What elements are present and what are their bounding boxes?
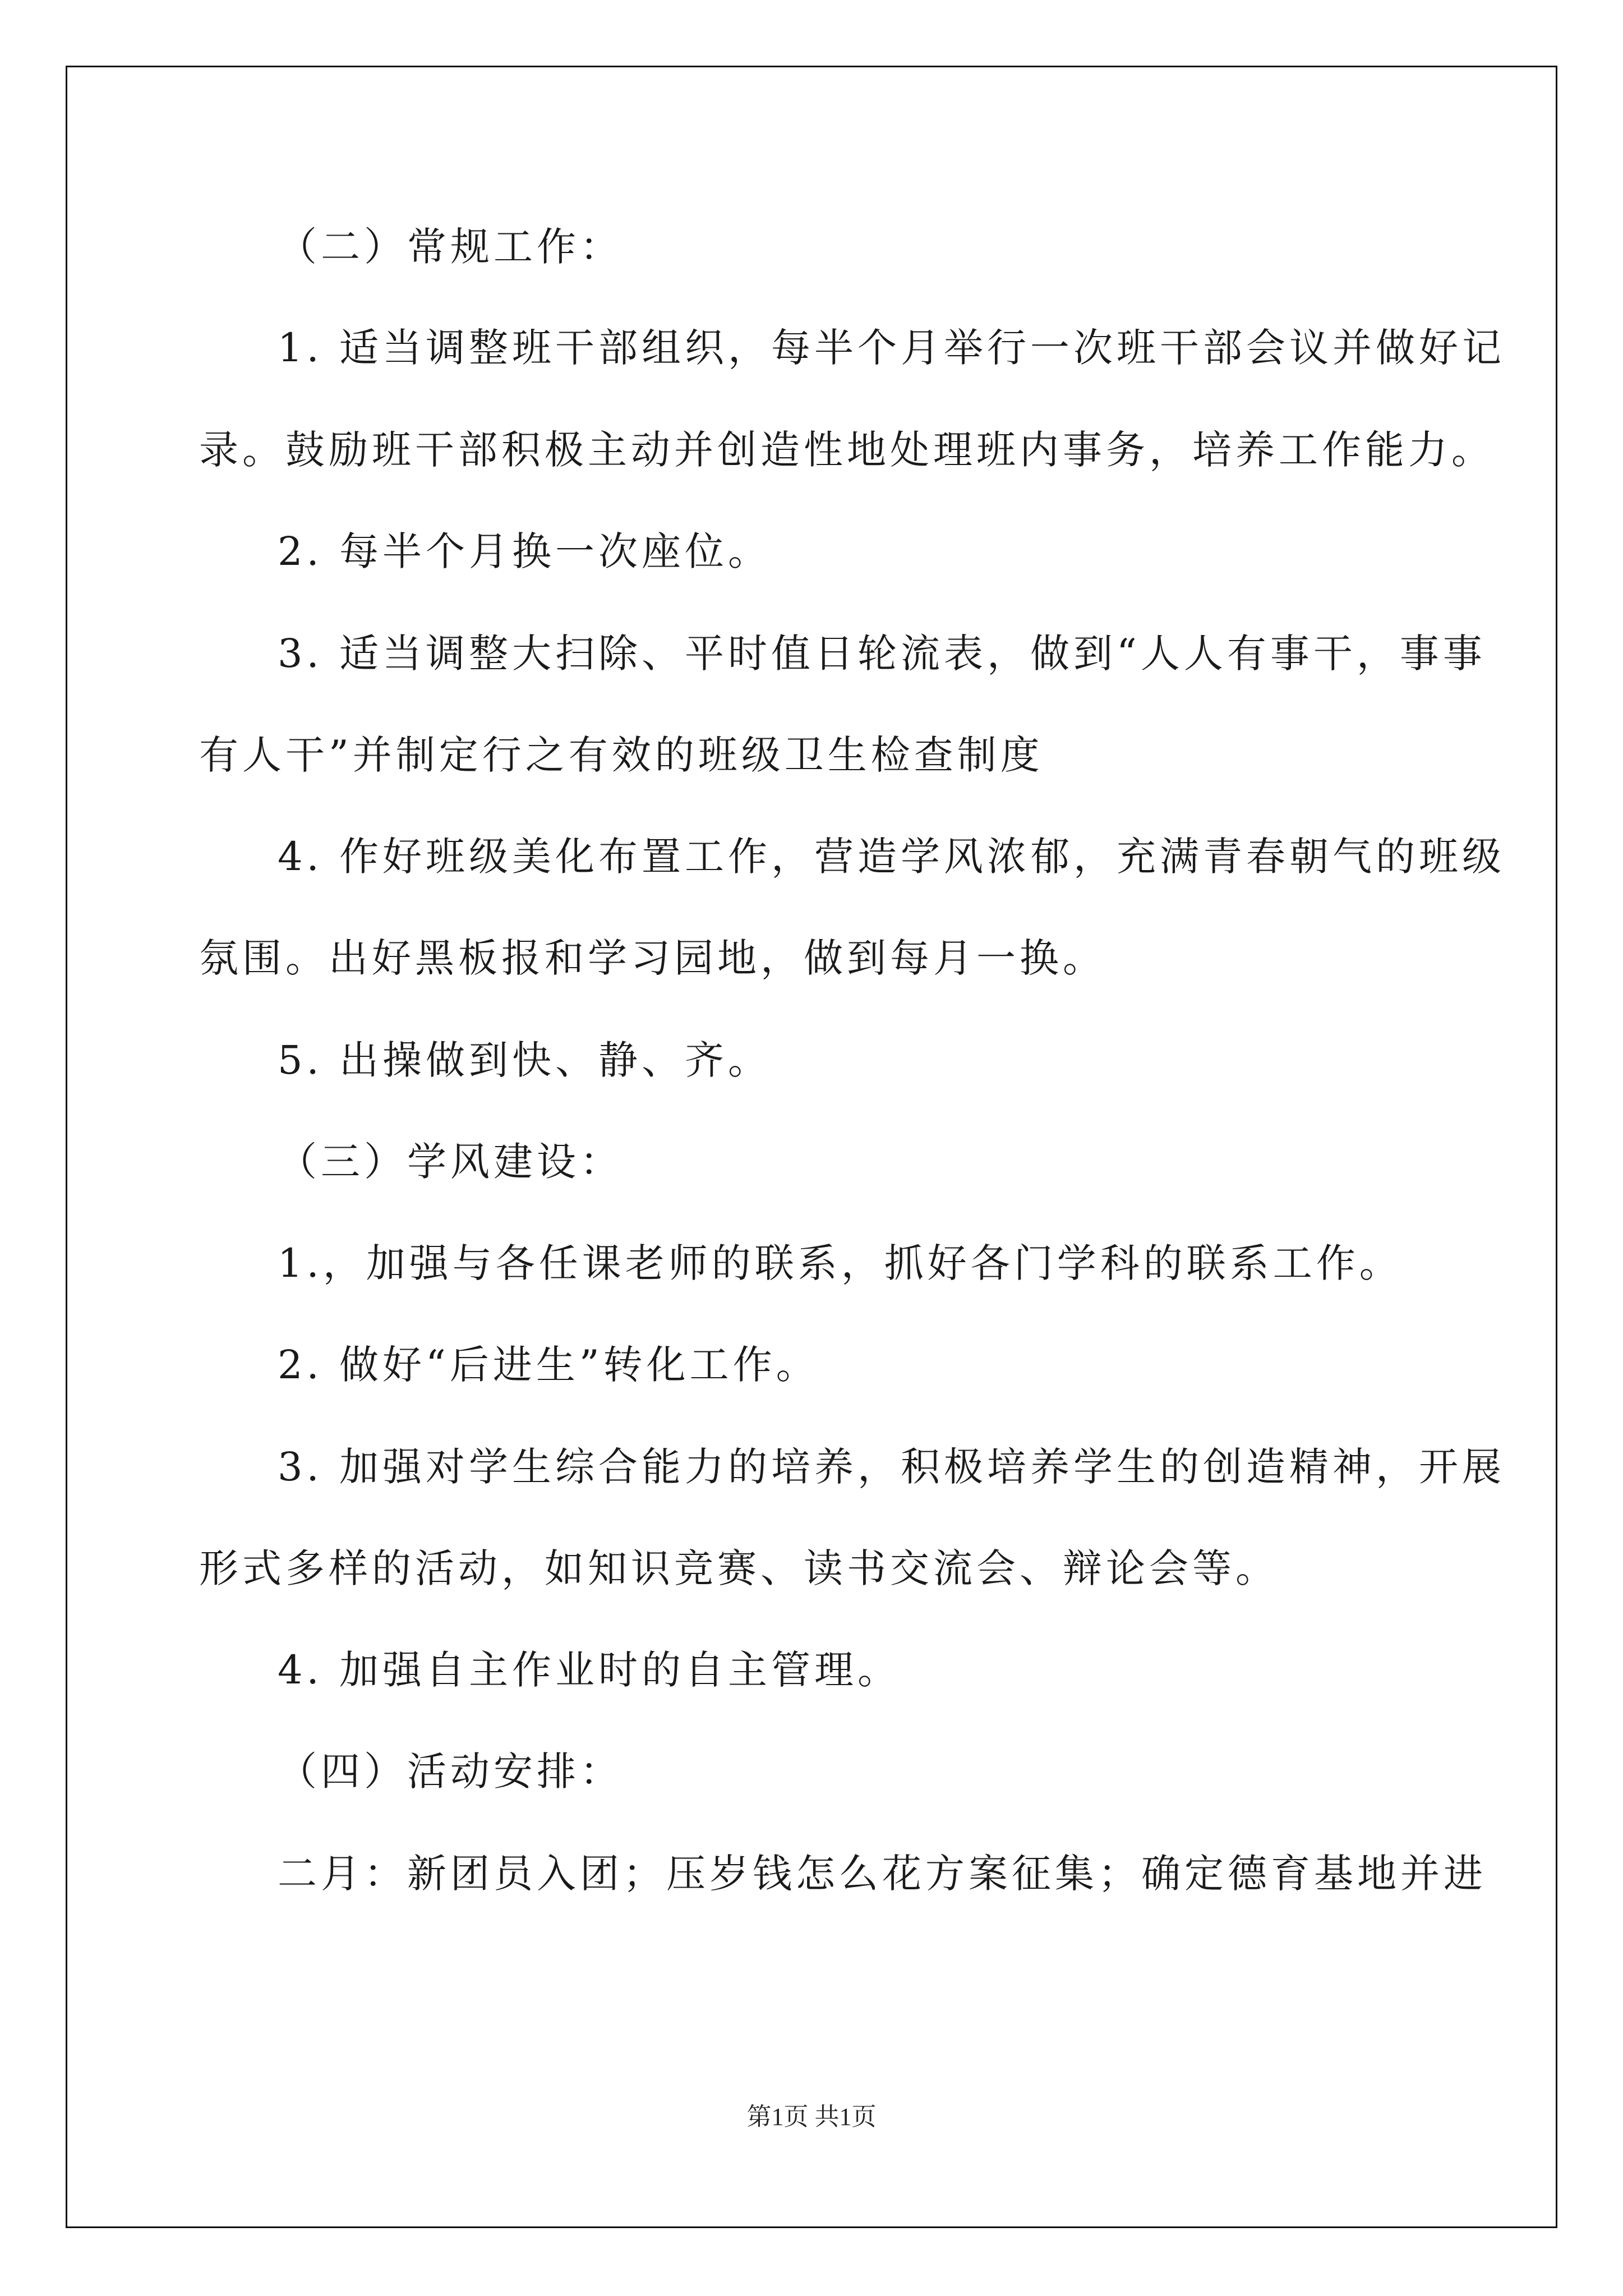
paragraph-line: 1. 适当调整班干部组织，每半个月举行一次班干部会议并做好记 <box>278 325 1506 371</box>
section-heading-study-style: （三）学风建设： <box>278 1139 623 1185</box>
paragraph-line: 氛围。出好黑板报和学习园地，做到每月一换。 <box>199 935 1106 981</box>
section-heading-activities: （四）活动安排： <box>278 1749 623 1795</box>
paragraph-line: 录。鼓励班干部积极主动并创造性地处理班内事务，培养工作能力。 <box>199 427 1495 473</box>
paragraph-line: 2. 每半个月换一次座位。 <box>278 528 772 574</box>
paragraph-line: 1.，加强与各任课老师的联系，抓好各门学科的联系工作。 <box>278 1240 1403 1286</box>
page-number-footer: 第1页 共1页 <box>746 2103 877 2131</box>
section-heading-routine-work: （二）常规工作： <box>278 224 623 270</box>
paragraph-line: 有人干”并制定行之有效的班级卫生检查制度 <box>199 732 1044 778</box>
paragraph-line: 4. 加强自主作业时的自主管理。 <box>278 1647 901 1693</box>
paragraph-line: 3. 适当调整大扫除、平时值日轮流表，做到“人人有事干，事事 <box>278 631 1486 677</box>
paragraph-line: 形式多样的活动，如知识竞赛、读书交流会、辩论会等。 <box>199 1545 1279 1591</box>
paragraph-line: 2. 做好“后进生”转化工作。 <box>278 1342 819 1388</box>
paragraph-line: 二月：新团员入团；压岁钱怎么花方案征集；确定德育基地并进 <box>278 1851 1487 1897</box>
paragraph-line: 5. 出操做到快、静、齐。 <box>278 1037 772 1083</box>
paragraph-line: 4. 作好班级美化布置工作，营造学风浓郁，充满青春朝气的班级 <box>278 834 1506 880</box>
paragraph-line: 3. 加强对学生综合能力的培养，积极培养学生的创造精神，开展 <box>278 1444 1506 1490</box>
